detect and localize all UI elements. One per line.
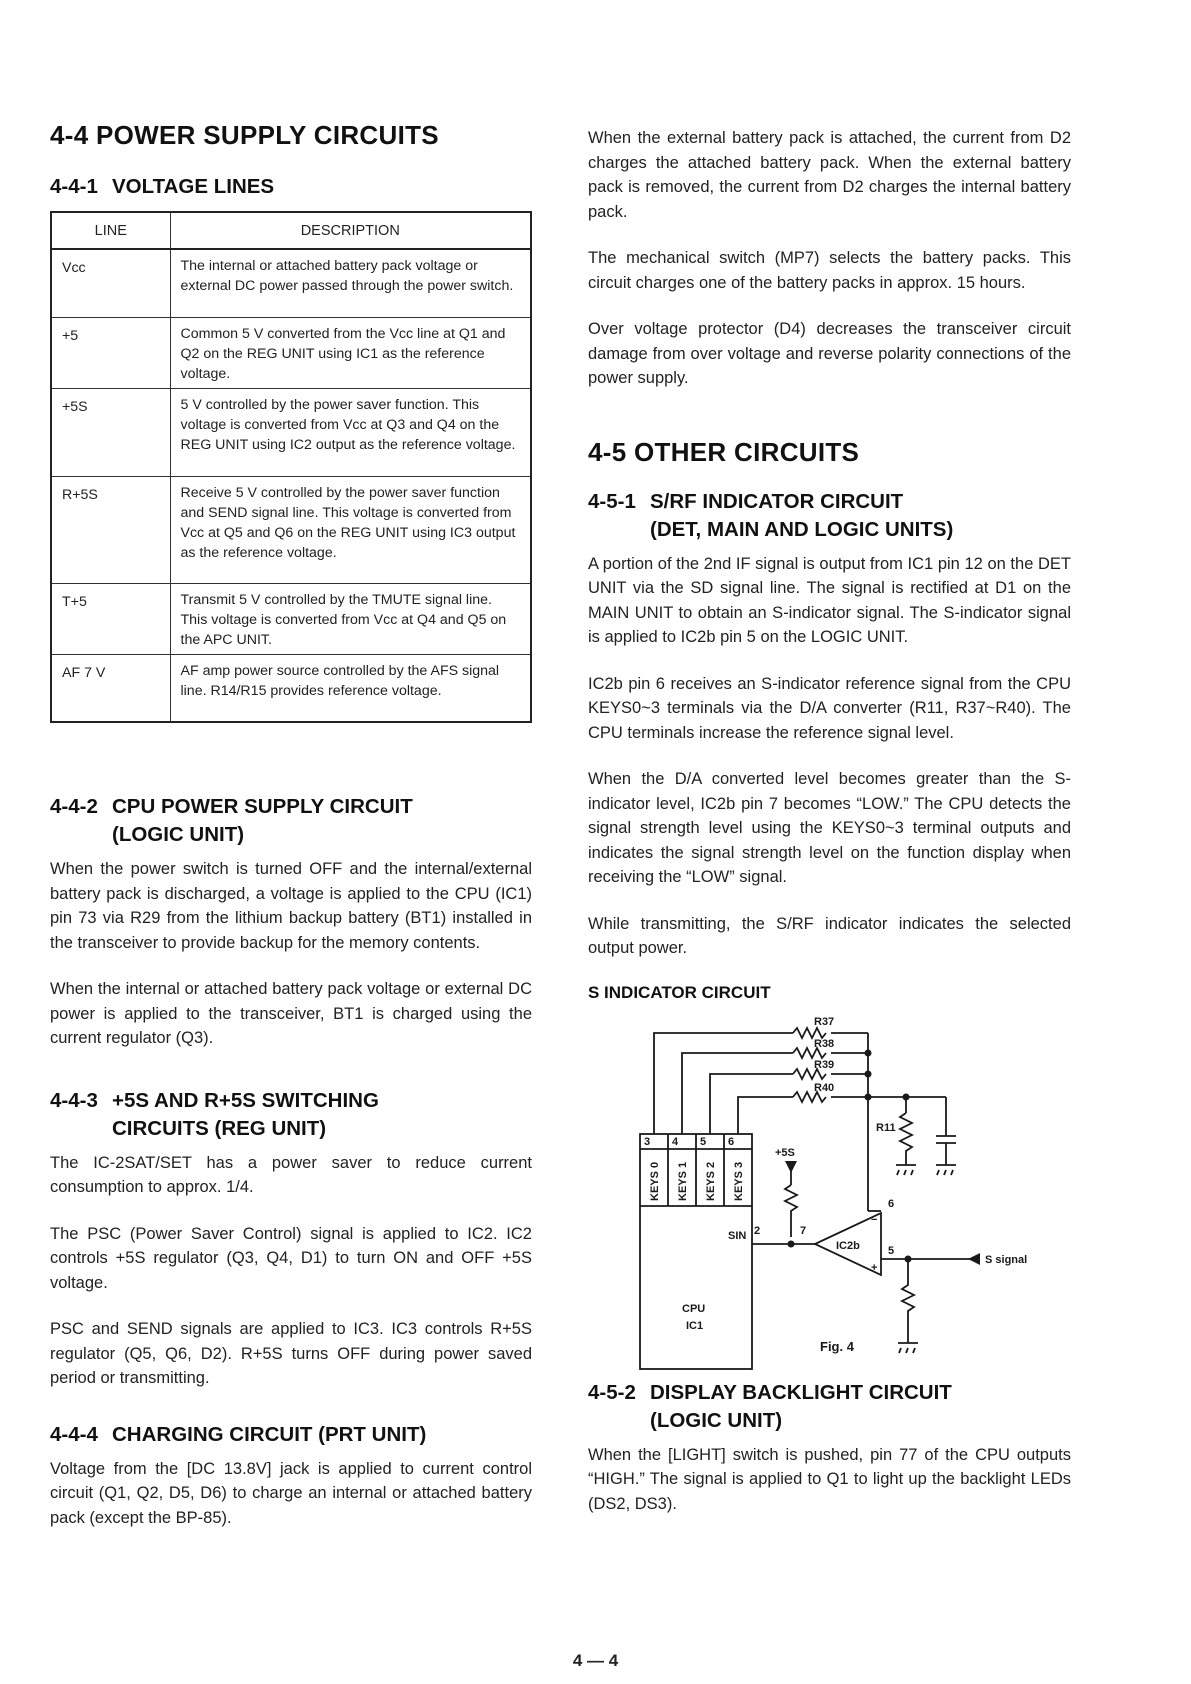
- heading-4-5-1: 4-5-1 S/RF INDICATOR CIRCUIT (DET, MAIN AND LOGIC UNITS): [588, 489, 954, 541]
- label-pin-6: 6: [728, 1135, 735, 1148]
- cell-description: Receive 5 V controlled by the power saver function and SEND signal line. This voltage is converted from Vcc at Q5 and Q6 on the REG UNIT using IC3 output as the reference voltage.: [170, 476, 531, 583]
- s-signal-arrow-icon: [968, 1253, 980, 1265]
- heading-4-4-3: 4-4-3 +5S AND R+5S SWITCHING CIRCUITS (REG UNIT): [50, 1088, 379, 1140]
- table-row: [51, 583, 531, 654]
- column-header-description: DESCRIPTION: [170, 212, 531, 249]
- label-keys2: KEYS 2: [705, 1161, 717, 1201]
- heading-4-4-1: 4-4-1 VOLTAGE LINES: [50, 175, 275, 198]
- table-header-row: [51, 212, 531, 249]
- paragraph: The IC-2SAT/SET has a power saver to reduce current consumption to approx. 1/4.: [50, 1153, 532, 1196]
- section-title-4-5: 4-5 OTHER CIRCUITS: [588, 436, 860, 467]
- cell-description: 5 V controlled by the power saver function. This voltage is converted from Vcc at Q3 and Q4 on the REG UNIT using IC2 output as the reference voltage.: [170, 388, 531, 476]
- paragraph: When the power switch is turned OFF and the internal/external battery pack is discharged, a voltage is applied to the CPU (IC1) pin 73 via R29 from the lithium backup battery (BT1) installed in the transceiver to provide backup for the memory contents.: [50, 860, 532, 952]
- paragraph: When the external battery pack is attached, the current from D2 charges the attached battery pack. When the external battery pack is removed, the current from D2 charges the internal battery pack.: [588, 129, 1071, 221]
- cell-description: The internal or attached battery pack voltage or external DC power passed through the power switch.: [170, 249, 531, 317]
- cell-line: T+5: [51, 583, 170, 654]
- cell-line: Vcc: [51, 249, 170, 317]
- cell-description: AF amp power source controlled by the AFS signal line. R14/R15 provides reference voltage.: [170, 654, 531, 722]
- heading-4-4-4: 4-4-4 CHARGING CIRCUIT (PRT UNIT): [50, 1422, 427, 1446]
- resistor-r37: [793, 1028, 826, 1038]
- resistor-r11: [900, 1113, 912, 1165]
- table-row: [51, 249, 531, 317]
- label-pin6: 6: [888, 1197, 895, 1210]
- label-pin5: 5: [888, 1244, 895, 1257]
- label-pin-4: 4: [672, 1135, 679, 1148]
- label-s-signal: S signal: [985, 1253, 1028, 1266]
- cell-description: Common 5 V converted from the Vcc line at Q1 and Q2 on the REG UNIT using IC1 as the reference voltage.: [170, 317, 531, 388]
- label-ic1: IC1: [686, 1319, 704, 1332]
- paragraph: When the [LIGHT] switch is pushed, pin 77 of the CPU outputs “HIGH.” The signal is applied to Q1 to light up the backlight LEDs (DS2, DS3).: [588, 1445, 1071, 1513]
- label-r39: R39: [814, 1058, 835, 1071]
- cell-description: Transmit 5 V controlled by the TMUTE signal line. This voltage is converted from Vcc at Q4 and Q5 on the APC UNIT.: [170, 583, 531, 654]
- right-column: [588, 126, 1071, 1516]
- left-column: [50, 120, 532, 1530]
- cell-line: R+5S: [51, 476, 170, 583]
- label-pin-5: 5: [700, 1135, 707, 1148]
- paragraph: While transmitting, the S/RF indicator indicates the selected output power.: [588, 914, 1071, 957]
- table-row: [51, 388, 531, 476]
- s-indicator-circuit-diagram: [588, 1001, 1071, 1371]
- label-minus: −: [871, 1213, 878, 1226]
- table-row: [51, 476, 531, 583]
- paragraph: Over voltage protector (D4) decreases the transceiver circuit damage from over voltage and reverse polarity connections of the power supply.: [588, 320, 1071, 387]
- paragraph: IC2b pin 6 receives an S-indicator reference signal from the CPU KEYS0~3 terminals via the D/A converter (R11, R37~R40). The CPU terminals increase the reference signal level.: [588, 674, 1071, 742]
- label-plus5s: +5S: [775, 1146, 795, 1159]
- heading-4-4-2: 4-4-2 CPU POWER SUPPLY CIRCUIT (LOGIC UNIT): [50, 795, 413, 846]
- plus5s-arrow-icon: [785, 1161, 797, 1173]
- paragraph: PSC and SEND signals are applied to IC3. IC3 controls R+5S regulator (Q5, Q6, D2). R+5S turns OFF during power saved period or transmitting.: [50, 1320, 532, 1387]
- paragraph: When the internal or attached battery pack voltage or external DC power is applied to the transceiver, BT1 is charged using the current regulator (Q3).: [50, 980, 532, 1047]
- figure-heading: S INDICATOR CIRCUIT: [588, 982, 771, 1002]
- cell-line: AF 7 V: [51, 654, 170, 722]
- label-r37: R37: [814, 1015, 835, 1028]
- label-r38: R38: [814, 1037, 835, 1050]
- paragraph: When the D/A converted level becomes greater than the S-indicator level, IC2b pin 7 becomes “LOW.” The CPU detects the signal strength level using the KEYS0~3 terminal outputs and indicates the signal strength level on the function display when receiving the “LOW” signal.: [588, 770, 1071, 886]
- label-keys1: KEYS 1: [677, 1161, 689, 1201]
- table-row: [51, 654, 531, 722]
- paragraph: The mechanical switch (MP7) selects the battery packs. This circuit charges one of the battery packs in approx. 15 hours.: [588, 249, 1071, 292]
- label-sin: SIN: [728, 1229, 747, 1242]
- page-number: 4 — 4: [572, 1651, 619, 1670]
- label-keys3: KEYS 3: [733, 1161, 745, 1201]
- paragraph: A portion of the 2nd IF signal is output from IC1 pin 12 on the DET UNIT via the SD signal line. The signal is rectified at D1 on the MAIN UNIT to obtain an S-indicator signal. The S-indicator signal is applied to IC2b pin 5 on the LOGIC UNIT.: [588, 554, 1071, 646]
- cell-line: +5: [51, 317, 170, 388]
- section-title-4-4: 4-4 POWER SUPPLY CIRCUITS: [50, 120, 439, 150]
- paragraph: The PSC (Power Saver Control) signal is applied to IC2. IC2 controls +5S regulator (Q3, Q4, D1) to turn ON and OFF +5S voltage.: [50, 1224, 532, 1292]
- cell-line: +5S: [51, 388, 170, 476]
- label-keys0: KEYS 0: [649, 1161, 661, 1201]
- table-row: [51, 317, 531, 388]
- label-ic2b: IC2b: [836, 1239, 860, 1252]
- label-pin-3: 3: [644, 1135, 651, 1148]
- label-cpu: CPU: [682, 1302, 706, 1315]
- column-header-line: LINE: [51, 212, 170, 249]
- label-r11: R11: [876, 1121, 896, 1134]
- heading-4-5-2: 4-5-2 DISPLAY BACKLIGHT CIRCUIT (LOGIC UNIT): [588, 1380, 952, 1432]
- label-r40: R40: [814, 1081, 835, 1094]
- label-pin2: 2: [754, 1224, 761, 1237]
- label-plus: +: [871, 1261, 878, 1274]
- label-pin7: 7: [800, 1224, 807, 1237]
- label-fig4: Fig. 4: [820, 1338, 854, 1354]
- paragraph: Voltage from the [DC 13.8V] jack is applied to current control circuit (Q1, Q2, D5, D6) to charge an internal or attached battery pack (except the BP-85).: [50, 1459, 532, 1527]
- voltage-lines-table: [50, 211, 532, 723]
